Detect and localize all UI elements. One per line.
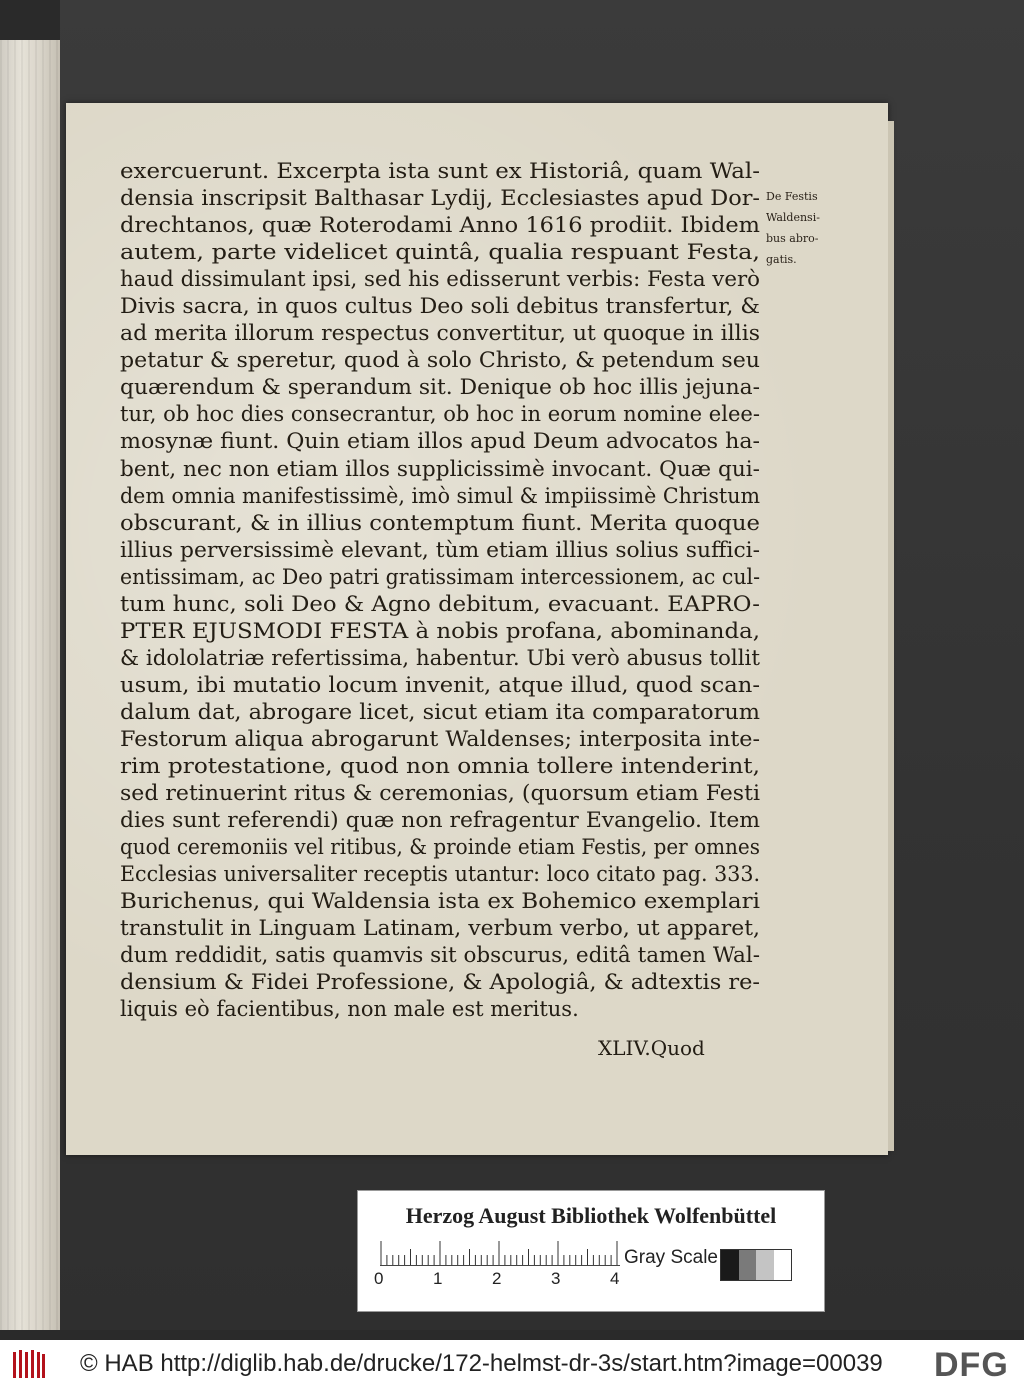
- text-line: [120, 888, 760, 915]
- text-line: [120, 807, 760, 834]
- text-line: [120, 672, 760, 699]
- footer-bar: [0, 1340, 1024, 1390]
- library-name: Herzog August Bibliothek Wolfenbüttel: [405, 1203, 777, 1228]
- swatch-patch: [756, 1250, 774, 1280]
- gray-scale-swatch: [720, 1249, 792, 1281]
- text-line-content: autem, parte videlicet quintâ, qualia respuant Festa,: [120, 240, 760, 265]
- text-line-content: bent, nec non etiam illos supplicissimè invocant. Quæ qui-: [120, 456, 760, 481]
- scale-number: 4: [610, 1269, 620, 1288]
- text-line: [120, 266, 760, 293]
- text-line-content: exercuerunt. Excerpta ista sunt ex Historiâ, quam Wal-: [120, 159, 760, 183]
- text-line-content: Festorum aliqua abrogarunt Waldenses; interposita inte-: [120, 726, 760, 751]
- margin-note-line: gatis.: [766, 253, 797, 266]
- text-line: [120, 428, 760, 455]
- text-line-content: illius perversissimè elevant, tùm etiam illius solius suffici-: [120, 537, 760, 562]
- text-line-content: usum, ibi mutatio locum invenit, atque illud, quod scan-: [120, 672, 760, 697]
- text-line: [120, 969, 760, 996]
- scale-number: 3: [551, 1269, 561, 1288]
- text-line-content: densium & Fidei Professione, & Apologiâ, & adtextis re-: [120, 970, 760, 995]
- catchword: XLIV.Quod: [598, 1036, 705, 1060]
- text-line-content: quod ceremoniis vel ritibus, & proinde etiam Festis, per omnes: [120, 835, 760, 860]
- dfg-logo: DFG: [934, 1346, 1009, 1384]
- text-line: [120, 942, 760, 969]
- margin-note-line: Waldensi-: [766, 211, 820, 224]
- text-line-content: sed retinuerint ritus & ceremonias, (quorsum etiam Festi: [120, 781, 760, 806]
- swatch-patch: [739, 1250, 757, 1280]
- text-line-content: dum reddidit, satis quamvis sit obscurus, editâ tamen Wal-: [120, 943, 760, 968]
- text-line: [120, 618, 760, 645]
- text-line-content: & idololatriæ refertissima, habentur. Ubi verò abusus tollit: [120, 645, 760, 670]
- text-line: [120, 834, 760, 861]
- text-line-content: Burichenus, qui Waldensia ista ex Bohemico exemplari: [120, 889, 760, 914]
- scale-ruler: [380, 1241, 620, 1266]
- text-line-content: tur, ob hoc dies consecrantur, ob hoc in eorum nomine elee-: [120, 402, 760, 427]
- text-line-content: quærendum & sperandum sit. Denique ob hoc illis jejuna-: [120, 375, 760, 400]
- text-line-content: drechtanos, quæ Roterodami Anno 1616 prodiit. Ibidem: [120, 213, 760, 238]
- swatch-patch: [721, 1250, 739, 1280]
- scale-numbers: [374, 1269, 634, 1291]
- text-line: [120, 212, 760, 239]
- scale-number: 1: [433, 1269, 443, 1288]
- text-line-content: dalum dat, abrogare licet, sicut etiam ita comparatorum: [120, 699, 761, 724]
- text-line: [120, 753, 760, 780]
- text-line: [120, 483, 760, 510]
- text-line-content: entissimam, ac Deo patri gratissimam intercessionem, ac cul-: [120, 564, 760, 589]
- text-line-content: Ecclesias universaliter receptis utantur: loco citato pag. 333.: [120, 862, 760, 887]
- text-line: [120, 537, 760, 564]
- text-line-content: mosynæ fiunt. Quin etiam illos apud Deum advocatos ha-: [120, 429, 760, 454]
- text-line: [120, 239, 760, 266]
- text-line: [120, 320, 760, 347]
- text-line: [120, 347, 760, 374]
- text-line-content: Divis sacra, in quos cultus Deo soli debitus transfertur, &: [120, 294, 760, 319]
- text-line-content: petatur & speretur, quod à solo Christo, & petendum seu: [120, 348, 760, 373]
- text-line: [120, 374, 760, 401]
- text-line-content: PTER EJUSMODI FESTA à nobis profana, abominanda,: [120, 618, 760, 643]
- text-line: [120, 645, 760, 672]
- copyright-url: © HAB http://diglib.hab.de/drucke/172-helmst-dr-3s/start.htm?image=00039: [80, 1350, 883, 1377]
- scale-number: 0: [374, 1269, 384, 1288]
- text-line: [120, 158, 760, 185]
- text-line: [120, 591, 760, 618]
- text-line-content: dem omnia manifestissimè, imò simul & impiissimè Christum: [120, 483, 760, 508]
- text-line: [120, 293, 760, 320]
- text-line-content: ad merita illorum respectus convertitur, ut quoque in illis: [120, 321, 760, 346]
- text-line: [120, 185, 760, 212]
- text-line: [120, 456, 760, 483]
- text-line-content: liquis eò facientibus, non male est meritus.: [120, 997, 579, 1022]
- gray-scale-label: Gray Scale: [624, 1247, 718, 1268]
- text-line-content: tum hunc, soli Deo & Agno debitum, evacuant. EAPRO-: [120, 591, 760, 616]
- ruler-ticks: [380, 1241, 620, 1265]
- text-line-content: rim protestatione, quod non omnia tollere intenderint,: [120, 754, 760, 779]
- text-line: [120, 996, 760, 1023]
- margin-note-line: bus abro-: [766, 232, 819, 245]
- text-line: [120, 861, 760, 888]
- main-text-block: [120, 158, 760, 1024]
- text-line: [120, 915, 760, 942]
- text-line-content: dies sunt referendi) quæ non refragentur Evangelio. Item: [120, 808, 760, 833]
- hab-logo-icon: [12, 1348, 46, 1380]
- text-line-content: obscurant, & in illius contemptum fiunt. Merita quoque: [120, 510, 760, 535]
- text-line: [120, 699, 760, 726]
- text-line: [120, 564, 760, 591]
- text-line-content: haud dissimulant ipsi, sed his edisserunt verbis: Festa verò: [120, 267, 761, 292]
- text-line-content: densia inscripsit Balthasar Lydij, Ecclesiastes apud Dor-: [120, 186, 760, 211]
- margin-note-line: De Festis: [766, 190, 818, 203]
- color-calibration-label: [357, 1190, 825, 1312]
- margin-note: [766, 186, 856, 270]
- text-line: [120, 510, 760, 537]
- text-line: [120, 780, 760, 807]
- text-line: [120, 726, 760, 753]
- text-line: [120, 401, 760, 428]
- scale-number: 2: [492, 1269, 502, 1288]
- text-line-content: transtulit in Linguam Latinam, verbum verbo, ut apparet,: [120, 916, 760, 941]
- swatch-patch: [774, 1250, 792, 1280]
